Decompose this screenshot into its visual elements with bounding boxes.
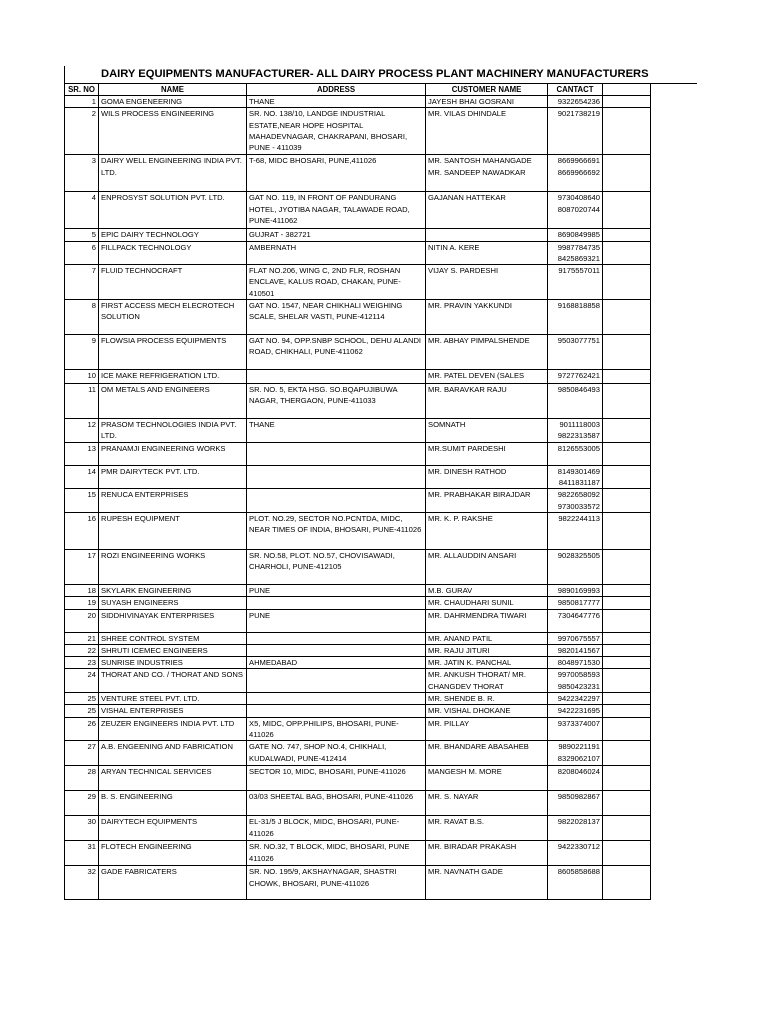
header-sr-no: SR. NO	[65, 84, 99, 96]
table-row	[65, 489, 651, 513]
row-sr-no: 26	[65, 717, 99, 741]
row-name: SHREE CONTROL SYSTEM	[99, 632, 247, 644]
row-customer-name: JAYESH BHAI GOSRANI	[426, 96, 548, 108]
row-address	[247, 489, 426, 513]
row-address	[247, 693, 426, 705]
row-extra-cell	[603, 717, 651, 741]
row-address: SR. NO.58, PLOT. NO.57, CHOVISAWADI, CHARHOLI, PUNE-412105	[247, 549, 426, 584]
row-address: AMBERNATH	[247, 241, 426, 265]
row-sr-no: 31	[65, 841, 99, 866]
row-sr-no: 9	[65, 335, 99, 370]
row-name: ARYAN TECHNICAL SERVICES	[99, 766, 247, 791]
row-name: ROZI ENGINEERING WORKS	[99, 549, 247, 584]
row-contact: 7304647776	[548, 609, 603, 632]
row-name: GADE FABRICATERS	[99, 866, 247, 900]
row-name: SKYLARK ENGINEERING	[99, 584, 247, 596]
row-sr-no: 18	[65, 584, 99, 596]
row-contact: 8690849985	[548, 229, 603, 241]
row-address: GATE NO. 747, SHOP NO.4, CHIKHALI, KUDALWADI, PUNE-412414	[247, 741, 426, 766]
header-extra	[603, 84, 651, 96]
row-extra-cell	[603, 584, 651, 596]
row-address: FLAT NO.206, WING C, 2ND FLR, ROSHAN ENCLAVE, KALUS ROAD, CHAKAN, PUNE-410501	[247, 265, 426, 300]
row-customer-name	[426, 229, 548, 241]
row-customer-name: MR. DAHRMENDRA TIWARI	[426, 609, 548, 632]
row-extra-cell	[603, 609, 651, 632]
row-extra-cell	[603, 816, 651, 841]
row-sr-no: 20	[65, 609, 99, 632]
row-contact: 9987784735 8425869321	[548, 241, 603, 265]
table-row	[65, 717, 651, 741]
row-address	[247, 632, 426, 644]
row-sr-no: 27	[65, 741, 99, 766]
row-sr-no: 12	[65, 419, 99, 443]
row-contact: 9028325505	[548, 549, 603, 584]
table-row	[65, 229, 651, 241]
row-customer-name: MR. SHENDE B. R.	[426, 693, 548, 705]
row-customer-name: M.B. GURAV	[426, 584, 548, 596]
table-row	[65, 766, 651, 791]
row-customer-name: MR. PRABHAKAR BIRAJDAR	[426, 489, 548, 513]
row-contact: 9422231695	[548, 705, 603, 717]
row-sr-no: 1	[65, 96, 99, 108]
row-customer-name: MR. ALLAUDDIN ANSARI	[426, 549, 548, 584]
row-customer-name: MR. JATIN K. PANCHAL	[426, 657, 548, 669]
row-address: PUNE	[247, 609, 426, 632]
row-contact: 9727762421	[548, 370, 603, 384]
row-name: ICE MAKE REFRIGERATION LTD.	[99, 370, 247, 384]
row-sr-no: 25	[65, 705, 99, 717]
row-customer-name: MR. VISHAL DHOKANE	[426, 705, 548, 717]
row-extra-cell	[603, 705, 651, 717]
row-customer-name: MR. RAVAT B.S.	[426, 816, 548, 841]
row-address	[247, 597, 426, 609]
row-address	[247, 465, 426, 489]
row-address: GAT NO. 119, IN FRONT OF PANDURANG HOTEL, JYOTIBA NAGAR, TALAWADE ROAD, PUNE-411062	[247, 192, 426, 229]
row-address	[247, 669, 426, 693]
row-name: VISHAL ENTERPRISES	[99, 705, 247, 717]
header-name: NAME	[99, 84, 247, 96]
row-sr-no: 4	[65, 192, 99, 229]
header-customer-name: CUSTOMER NAME	[426, 84, 548, 96]
row-name: RENUCA ENTERPRISES	[99, 489, 247, 513]
table-row	[65, 705, 651, 717]
table-row	[65, 335, 651, 370]
row-extra-cell	[603, 384, 651, 419]
row-address: SR. NO. 138/10, LANDGE INDUSTRIAL ESTATE,NEAR HOPE HOSPITAL MAHADEVNAGAR, CHAKRAPANI, BHOSARI, PUNE - 411039	[247, 108, 426, 155]
row-contact: 9822028137	[548, 816, 603, 841]
row-extra-cell	[603, 370, 651, 384]
row-extra-cell	[603, 549, 651, 584]
table-row	[65, 669, 651, 693]
row-extra-cell	[603, 465, 651, 489]
table-row	[65, 791, 651, 816]
row-contact: 9503077751	[548, 335, 603, 370]
table-row	[65, 644, 651, 656]
row-address	[247, 705, 426, 717]
table-row	[65, 693, 651, 705]
row-name: FLUID TECHNOCRAFT	[99, 265, 247, 300]
header-contact: CANTACT	[548, 84, 603, 96]
row-name: DAIRYTECH EQUIPMENTS	[99, 816, 247, 841]
row-extra-cell	[603, 841, 651, 866]
row-extra-cell	[603, 766, 651, 791]
title-left-cell	[64, 66, 99, 84]
row-contact: 9422330712	[548, 841, 603, 866]
row-contact: 9970675557	[548, 632, 603, 644]
row-sr-no: 8	[65, 300, 99, 335]
table-row	[65, 465, 651, 489]
header-row	[65, 84, 651, 96]
row-name: PRANAMJI ENGINEERING WORKS	[99, 442, 247, 465]
row-name: PRASOM TECHNOLOGIES INDIA PVT. LTD.	[99, 419, 247, 443]
row-address: PLOT. NO.29, SECTOR NO.PCNTDA, MIDC, NEAR TIMES OF INDIA, BHOSARI, PUNE-411026	[247, 512, 426, 549]
row-sr-no: 6	[65, 241, 99, 265]
row-contact: 9021738219	[548, 108, 603, 155]
row-name: FILLPACK TECHNOLOGY	[99, 241, 247, 265]
row-contact: 9011118003 9822313587	[548, 419, 603, 443]
row-extra-cell	[603, 632, 651, 644]
row-address: SR. NO. 195/9, AKSHAYNAGAR, SHASTRI CHOWK, BHOSARI, PUNE-411026	[247, 866, 426, 900]
row-customer-name: MANGESH M. MORE	[426, 766, 548, 791]
row-sr-no: 32	[65, 866, 99, 900]
row-name: FLOWSIA PROCESS EQUIPMENTS	[99, 335, 247, 370]
row-name: PMR DAIRYTECK PVT. LTD.	[99, 465, 247, 489]
table-row	[65, 841, 651, 866]
row-extra-cell	[603, 300, 651, 335]
row-name: A.B. ENGEENING AND FABRICATION	[99, 741, 247, 766]
row-customer-name: MR. CHAUDHARI SUNIL	[426, 597, 548, 609]
row-sr-no: 21	[65, 632, 99, 644]
row-customer-name: MR. ANAND PATIL	[426, 632, 548, 644]
row-sr-no: 25	[65, 693, 99, 705]
table-row	[65, 419, 651, 443]
row-customer-name: MR. S. NAYAR	[426, 791, 548, 816]
table-row	[65, 300, 651, 335]
row-customer-name: MR. BHANDARE ABASAHEB	[426, 741, 548, 766]
row-name: VENTURE STEEL PVT. LTD.	[99, 693, 247, 705]
row-customer-name: NITIN A. KERE	[426, 241, 548, 265]
row-extra-cell	[603, 96, 651, 108]
row-contact: 9322654236	[548, 96, 603, 108]
manufacturers-table	[64, 83, 651, 900]
row-address: X5, MIDC, OPP.PHILIPS, BHOSARI, PUNE-411026	[247, 717, 426, 741]
row-sr-no: 2	[65, 108, 99, 155]
row-customer-name: MR. ANKUSH THORAT/ MR. CHANGDEV THORAT	[426, 669, 548, 693]
table-row	[65, 96, 651, 108]
row-address: THANE	[247, 419, 426, 443]
row-extra-cell	[603, 108, 651, 155]
row-address: 03/03 SHEETAL BAG, BHOSARI, PUNE-411026	[247, 791, 426, 816]
row-name: SHRUTI ICEMEC ENGINEERS	[99, 644, 247, 656]
row-address	[247, 442, 426, 465]
row-sr-no: 28	[65, 766, 99, 791]
row-customer-name: MR. PATEL DEVEN (SALES	[426, 370, 548, 384]
row-extra-cell	[603, 693, 651, 705]
table-row	[65, 549, 651, 584]
row-sr-no: 17	[65, 549, 99, 584]
table-row	[65, 384, 651, 419]
row-address: THANE	[247, 96, 426, 108]
row-contact: 9970058593 9850423231	[548, 669, 603, 693]
row-name: WILS PROCESS ENGINEERING	[99, 108, 247, 155]
row-extra-cell	[603, 644, 651, 656]
row-sr-no: 11	[65, 384, 99, 419]
row-sr-no: 15	[65, 489, 99, 513]
row-customer-name: MR. ABHAY PIMPALSHENDE	[426, 335, 548, 370]
row-name: ENPROSYST SOLUTION PVT. LTD.	[99, 192, 247, 229]
row-name: SUYASH ENGINEERS	[99, 597, 247, 609]
row-contact: 9820141567	[548, 644, 603, 656]
row-customer-name: MR. PRAVIN YAKKUNDI	[426, 300, 548, 335]
table-body	[65, 96, 651, 900]
row-sr-no: 23	[65, 657, 99, 669]
row-sr-no: 29	[65, 791, 99, 816]
row-contact: 9890169993	[548, 584, 603, 596]
row-extra-cell	[603, 489, 651, 513]
row-contact: 8149301469 8411831187	[548, 465, 603, 489]
row-address: AHMEDABAD	[247, 657, 426, 669]
row-sr-no: 22	[65, 644, 99, 656]
row-name: B. S. ENGINEERING	[99, 791, 247, 816]
row-contact: 9730408640 8087020744	[548, 192, 603, 229]
row-extra-cell	[603, 241, 651, 265]
table-row	[65, 265, 651, 300]
row-sr-no: 24	[65, 669, 99, 693]
row-extra-cell	[603, 741, 651, 766]
row-name: THORAT AND CO. / THORAT AND SONS	[99, 669, 247, 693]
row-address: SR. NO. 5, EKTA HSG. SO.BQAPUJIBUWA NAGAR, THERGAON, PUNE-411033	[247, 384, 426, 419]
row-contact: 9890221191 8329062107	[548, 741, 603, 766]
row-contact: 9168818858	[548, 300, 603, 335]
row-sr-no: 5	[65, 229, 99, 241]
table-row	[65, 597, 651, 609]
row-name: FLOTECH ENGINEERING	[99, 841, 247, 866]
row-customer-name: MR. NAVNATH GADE	[426, 866, 548, 900]
row-name: ZEUZER ENGINEERS INDIA PVT. LTD	[99, 717, 247, 741]
row-extra-cell	[603, 597, 651, 609]
row-sr-no: 19	[65, 597, 99, 609]
row-extra-cell	[603, 265, 651, 300]
table-row	[65, 741, 651, 766]
row-sr-no: 7	[65, 265, 99, 300]
row-extra-cell	[603, 192, 651, 229]
row-extra-cell	[603, 335, 651, 370]
table-row	[65, 584, 651, 596]
row-extra-cell	[603, 866, 651, 900]
table-row	[65, 609, 651, 632]
row-contact: 9373374007	[548, 717, 603, 741]
table-row	[65, 657, 651, 669]
row-sr-no: 3	[65, 155, 99, 192]
row-name: GOMA ENGENEERING	[99, 96, 247, 108]
row-extra-cell	[603, 419, 651, 443]
row-customer-name: VIJAY S. PARDESHI	[426, 265, 548, 300]
row-address: SECTOR 10, MIDC, BHOSARI, PUNE-411026	[247, 766, 426, 791]
row-name: FIRST ACCESS MECH ELECROTECH SOLUTION	[99, 300, 247, 335]
row-extra-cell	[603, 791, 651, 816]
page-title: DAIRY EQUIPMENTS MANUFACTURER- ALL DAIRY PROCESS PLANT MACHINERY MANUFACTURERS	[98, 66, 697, 84]
row-name: EPIC DAIRY TECHNOLOGY	[99, 229, 247, 241]
row-customer-name: MR. K. P. RAKSHE	[426, 512, 548, 549]
row-address: EL-31/5 J BLOCK, MIDC, BHOSARI, PUNE-411026	[247, 816, 426, 841]
row-contact: 9822244113	[548, 512, 603, 549]
table-row	[65, 108, 651, 155]
table-row	[65, 866, 651, 900]
row-contact: 8126553005	[548, 442, 603, 465]
row-address: GUJRAT - 382721	[247, 229, 426, 241]
row-name: SUNRISE INDUSTRIES	[99, 657, 247, 669]
row-contact: 8669966691 8669966692	[548, 155, 603, 192]
table-row	[65, 632, 651, 644]
row-contact: 8208046024	[548, 766, 603, 791]
row-extra-cell	[603, 657, 651, 669]
row-contact: 8048971530	[548, 657, 603, 669]
table-row	[65, 155, 651, 192]
table-row	[65, 241, 651, 265]
row-contact: 9850982867	[548, 791, 603, 816]
row-address	[247, 370, 426, 384]
row-customer-name: MR. SANTOSH MAHANGADE MR. SANDEEP NAWADKAR	[426, 155, 548, 192]
row-customer-name: MR. BIRADAR PRAKASH	[426, 841, 548, 866]
row-address: GAT NO. 94, OPP.SNBP SCHOOL, DEHU ALANDI ROAD, CHIKHALI, PUNE-411062	[247, 335, 426, 370]
row-address: GAT NO. 1547, NEAR CHIKHALI WEIGHING SCALE, SHELAR VASTI, PUNE-412114	[247, 300, 426, 335]
row-contact: 9850846493	[548, 384, 603, 419]
row-name: DAIRY WELL ENGINEERING INDIA PVT. LTD.	[99, 155, 247, 192]
header-address: ADDRESS	[247, 84, 426, 96]
row-address: SR. NO.32, T BLOCK, MIDC, BHOSARI, PUNE 411026	[247, 841, 426, 866]
row-address: T-68, MIDC BHOSARI, PUNE,411026	[247, 155, 426, 192]
row-contact: 9175557011	[548, 265, 603, 300]
row-contact: 8605858688	[548, 866, 603, 900]
row-name: OM METALS AND ENGINEERS	[99, 384, 247, 419]
row-sr-no: 13	[65, 442, 99, 465]
table-row	[65, 442, 651, 465]
row-sr-no: 30	[65, 816, 99, 841]
row-customer-name: MR. DINESH RATHOD	[426, 465, 548, 489]
row-name: SIDDHIVINAYAK ENTERPRISES	[99, 609, 247, 632]
row-name: RUPESH EQUIPMENT	[99, 512, 247, 549]
row-extra-cell	[603, 155, 651, 192]
row-extra-cell	[603, 512, 651, 549]
row-customer-name: MR. BARAVKAR RAJU	[426, 384, 548, 419]
row-extra-cell	[603, 669, 651, 693]
row-customer-name: GAJANAN HATTEKAR	[426, 192, 548, 229]
table-row	[65, 370, 651, 384]
row-sr-no: 14	[65, 465, 99, 489]
row-customer-name: MR. PILLAY	[426, 717, 548, 741]
row-extra-cell	[603, 442, 651, 465]
row-customer-name: MR. VILAS DHINDALE	[426, 108, 548, 155]
row-sr-no: 10	[65, 370, 99, 384]
row-extra-cell	[603, 229, 651, 241]
row-sr-no: 16	[65, 512, 99, 549]
row-customer-name: MR. RAJU JITURI	[426, 644, 548, 656]
row-address: PUNE	[247, 584, 426, 596]
row-contact: 9850817777	[548, 597, 603, 609]
row-contact: 9422342297	[548, 693, 603, 705]
row-address	[247, 644, 426, 656]
table-row	[65, 192, 651, 229]
table-row	[65, 512, 651, 549]
row-customer-name: SOMNATH	[426, 419, 548, 443]
row-contact: 9822658092 9730033572	[548, 489, 603, 513]
row-customer-name: MR.SUMIT PARDESHI	[426, 442, 548, 465]
table-row	[65, 816, 651, 841]
